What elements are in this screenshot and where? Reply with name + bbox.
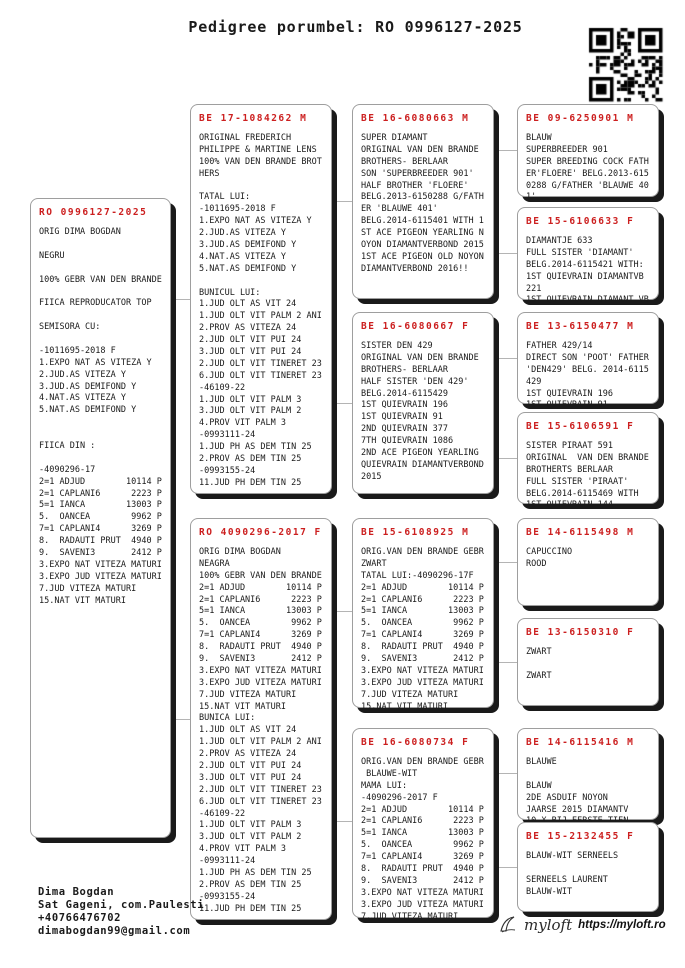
connector-line (332, 611, 352, 612)
text-line: HERS (199, 168, 220, 179)
text-line: -0993111-24 (199, 856, 256, 867)
pedigree-box-great-grandparent-5[interactable] (517, 518, 659, 606)
box-body (39, 227, 170, 608)
connector-line (332, 821, 352, 822)
text-line: 2.JUD OLT VIT PUI 24 (199, 335, 302, 346)
text-line: 1.JUD OLT AS VIT 24 (199, 299, 297, 310)
text-line: BLAUW (526, 780, 552, 791)
text-line (39, 429, 170, 441)
text-line: 1.JUD OLT AS VIT 24 (199, 725, 297, 736)
text-line: -4090296-2017 F (361, 792, 438, 803)
text-line: 3.EXPO JUD VITEZA MATURI (361, 677, 484, 688)
text-line: 6.JUD OLT VIT TINERET 23 (199, 370, 322, 381)
text-line: 4.PROV VIT PALM 3 (199, 418, 286, 429)
text-line (39, 286, 170, 298)
owner-address: Sat Gageni, com.Paulesti (38, 899, 205, 911)
text-line: 2ND QUIEVRAIN 377 (361, 424, 448, 435)
text-line: 3.EXPO NAT VITEZA MATURI (361, 665, 484, 676)
connector-line (494, 867, 517, 868)
text-line: ORIG DIMA BOGDAN (39, 227, 121, 237)
text-line (199, 276, 331, 288)
text-line: -1011695-2018 F (199, 204, 276, 215)
text-line: 3.EXPO NAT VITEZA MATURI (361, 887, 484, 898)
text-line: FIICA REPRODUCATOR TOP (39, 298, 152, 309)
text-line: BELG.2014-6115469 WITH (526, 488, 639, 499)
text-line: BROTHERTS BERLAAR (526, 464, 613, 475)
text-line: 15.NAT VIT MATURI (199, 701, 286, 712)
box-body (361, 757, 493, 923)
connector-line (494, 662, 517, 663)
text-line: 2.PROV AS DEM TIN 25 (199, 454, 302, 465)
qr-code (588, 27, 664, 103)
box-body (526, 133, 658, 204)
page-title: Pedigree porumbel: RO 0996127-2025 (188, 18, 523, 36)
text-line: 2.PROV AS VITEZA 24 (199, 749, 297, 760)
text-line: 3.EXPO JUD VITEZA MATURI (361, 899, 484, 910)
text-line: 0288 G/FATHER 'BLAUWE 40 (526, 180, 649, 191)
text-line: 2=1 ADJUD 10114 P (361, 804, 484, 815)
text-line: ORIG.VAN DEN BRANDE GEBR (361, 757, 484, 767)
text-line: 2ND ACE PIGEON YEARLING (361, 448, 479, 459)
box-body (199, 547, 331, 916)
text-line: 3.JUD.AS DEMIFOND Y (39, 381, 137, 392)
ring-number: BE 15-6108925 M (361, 527, 470, 538)
text-line: 2DE ASDUIF NOYON (526, 792, 608, 803)
text-line: 2=1 ADJUD 10114 P (199, 582, 322, 593)
text-line: 5. OANCEA 9962 P (39, 512, 162, 523)
pedigree-box-great-grandparent-7[interactable] (517, 728, 659, 820)
owner-contact (38, 886, 204, 938)
text-line: ST ACE PIGEON YEARLING N (361, 228, 484, 239)
pedigree-box-paternal-grandfather[interactable] (352, 104, 494, 299)
text-line: ZWART (361, 558, 387, 569)
text-line: 15.NAT VIT MATURI (361, 701, 448, 712)
text-line: 8. RADAUTI PRUT 4940 P (361, 864, 484, 875)
text-line: SISTER DEN 429 (361, 341, 433, 351)
text-line: 2=1 CAPLANI6 2223 P (361, 816, 484, 827)
text-line (39, 417, 170, 429)
ring-number: RO 0996127-2025 (39, 207, 148, 218)
ring-number: BE 15-6106633 F (526, 216, 635, 227)
pedigree-box-paternal-grandmother[interactable] (352, 312, 494, 494)
text-line: 5.NAT.AS DEMIFOND Y (39, 405, 137, 416)
text-line: 5.NAT.AS DEMIFOND Y (199, 263, 297, 274)
text-line: ORIGINAL VAN DEN BRANDE (361, 144, 479, 155)
text-line: 2=1 CAPLANI6 2223 P (39, 488, 162, 499)
text-line: CAPUCCINO (526, 547, 573, 557)
text-line: BLAUWE (526, 757, 557, 767)
text-line: 1.JUD OLT VIT PALM 2 ANI (199, 311, 322, 322)
text-line: FULL SISTER 'PIRAAT' (526, 476, 629, 487)
ring-number: BE 09-6250901 M (526, 113, 635, 124)
text-line: BUNICUL LUI: (199, 287, 261, 298)
connector-line (494, 253, 517, 254)
ring-number: BE 14-6115498 M (526, 527, 635, 538)
box-body (361, 547, 493, 713)
text-line: BELG.2014-6115401 WITH 1 (361, 216, 484, 227)
text-line: 7=1 CAPLANI4 3269 P (199, 630, 322, 641)
myloft-logo (498, 908, 668, 942)
text-line: 2.JUD OLT VIT TINERET 23 (199, 784, 322, 795)
text-line: MAMA LUI: (361, 780, 408, 791)
text-line: 1ST QUIEVRAIN 196 (526, 388, 613, 399)
box-body (361, 133, 493, 276)
text-line: HALF SISTER 'DEN 429' (361, 376, 469, 387)
text-line: 3.EXPO JUD VITEZA MATURI (39, 571, 162, 582)
connector-line (494, 562, 517, 563)
text-line: 1.EXPO NAT AS VITEZA Y (39, 357, 152, 368)
text-line: 4.NAT.AS VITEZA Y (199, 251, 286, 262)
text-line: 5. OANCEA 9962 P (199, 618, 322, 629)
text-line: ER'FLOERE' BELG.2013-615 (526, 168, 649, 179)
text-line: 100% GEBR VAN DEN BRANDE (199, 570, 322, 581)
text-line: 15.NAT VIT MATURI (39, 595, 126, 606)
text-line: 2.JUD.AS VITEZA Y (199, 228, 286, 239)
text-line: 5=1 IANCA 13003 P (361, 606, 484, 617)
text-line: 221 (526, 283, 542, 294)
text-line: 1ST QUIEVRAIN DIAMANT VB (526, 295, 649, 306)
text-line: 5. OANCEA 9962 P (361, 840, 484, 851)
text-line: -1011695-2018 F (39, 345, 116, 356)
text-line: 2.JUD OLT VIT PUI 24 (199, 761, 302, 772)
text-line: 7.JUD VITEZA MATURI (361, 911, 459, 922)
text-line: ER 'BLAUWE 401' (361, 204, 438, 215)
text-line: BROTHERS- BERLAAR (361, 156, 448, 167)
text-line: 11.JUD PH DEM TIN 25 (199, 903, 302, 914)
ring-number: BE 14-6115416 M (526, 737, 635, 748)
text-line: 3.JUD OLT VIT PALM 2 (199, 832, 302, 843)
text-line: BLAUW-WIT (526, 886, 573, 897)
pedigree-box-maternal-grandmother[interactable] (352, 728, 494, 922)
text-line: NEGRU (39, 250, 65, 261)
text-line: SEMISORA CU: (39, 322, 101, 333)
text-line: ORIGINAL VAN DEN BRANDE (526, 452, 649, 463)
text-line: 3.JUD OLT VIT PUI 24 (199, 347, 302, 358)
box-body (361, 341, 493, 484)
text-line: FULL SISTER 'DIAMANT' (526, 247, 634, 258)
text-line: DIAMANTJE 633 (526, 236, 593, 246)
pedigree-box-subject[interactable] (30, 198, 171, 838)
ring-number: BE 16-6080734 F (361, 737, 470, 748)
text-line: ROOD (526, 558, 547, 569)
text-line (39, 310, 170, 322)
text-line: TATAL LUI:-4090296-17F (361, 570, 474, 581)
box-body (526, 441, 658, 512)
text-line (39, 239, 170, 251)
ring-number: BE 15-6106591 F (526, 421, 635, 432)
website-link[interactable]: https://myloft.ro (578, 919, 666, 931)
box-body (526, 851, 658, 899)
connector-line (171, 719, 190, 720)
text-line: 1.JUD PH AS DEM TIN 25 (199, 442, 312, 453)
text-line (39, 263, 170, 275)
text-line: 8. RADAUTI PRUT 4940 P (361, 642, 484, 653)
text-line: 3.EXPO JUD VITEZA MATURI (199, 677, 322, 688)
text-line: -46109-22 (199, 382, 246, 393)
ring-number: BE 13-6150477 M (526, 321, 635, 332)
text-line: 2.JUD.AS VITEZA Y (39, 369, 126, 380)
text-line: 3.JUD OLT VIT PALM 2 (199, 406, 302, 417)
text-line: BROTHERS- BERLAAR (361, 364, 448, 375)
text-line: 7=1 CAPLANI4 3269 P (39, 524, 162, 535)
text-line: 7.JUD VITEZA MATURI (199, 689, 297, 700)
ring-number: BE 13-6150310 F (526, 627, 635, 638)
text-line: JAARSE 2015 DIAMANTV (526, 804, 629, 815)
text-line: ORIGINAL VAN DEN BRANDE (361, 352, 479, 363)
text-line: 11.JUD PH DEM TIN 25 (199, 477, 302, 488)
text-line: 2.JUD OLT VIT TINERET 23 (199, 358, 322, 369)
text-line: BLAUW (526, 133, 552, 143)
connector-line (332, 403, 352, 404)
text-line: 3.EXPO NAT VITEZA MATURI (199, 665, 322, 676)
text-line: 1ST ACE PIGEON OLD NOYON (361, 251, 484, 262)
text-line: -46109-22 (199, 808, 246, 819)
box-body (526, 547, 658, 571)
text-line: NEAGRA (199, 558, 230, 569)
text-line: SUPER DIAMANT (361, 133, 428, 143)
ring-number: BE 15-2132455 F (526, 831, 635, 842)
text-line: 4.PROV VIT PALM 3 (199, 844, 286, 855)
myloft-wordmark: myloft (524, 916, 573, 934)
ring-number: BE 17-1084262 M (199, 113, 308, 124)
text-line: 429 (526, 376, 542, 387)
ring-number: BE 16-6080663 M (361, 113, 470, 124)
text-line: 1.JUD OLT VIT PALM 2 ANI (199, 737, 322, 748)
text-line: ORIG DIMA BOGDAN (199, 547, 281, 557)
text-line: TATAL LUI: (199, 192, 251, 203)
text-line: 5. OANCEA 9962 P (361, 618, 484, 629)
text-line: 1ST QUIEVRAIN 144 (526, 500, 613, 511)
text-line: BELG.2014-6115429 (361, 388, 448, 399)
text-line: 1.EXPO NAT AS VITEZA Y (199, 216, 312, 227)
myloft-wing-icon (498, 915, 518, 935)
text-line: 9. SAVENI3 2412 P (39, 548, 162, 559)
pedigree-box-great-grandparent-4[interactable] (517, 412, 659, 511)
text-line: 6.JUD OLT VIT TINERET 23 (199, 796, 322, 807)
text-line: 100% GEBR VAN DEN BRANDE (39, 274, 162, 285)
text-line: 2=1 ADJUD 10114 P (361, 582, 484, 593)
text-line: SUPERBREEDER 901 (526, 144, 608, 155)
text-line: QUIEVRAIN DIAMANTVERBOND (361, 459, 484, 470)
text-line (39, 453, 170, 465)
box-body (526, 341, 658, 412)
text-line: 7.JUD VITEZA MATURI (361, 689, 459, 700)
text-line: 'DEN429' BELG. 2014-6115 (526, 364, 649, 375)
pedigree-box-mother[interactable] (190, 518, 332, 920)
text-line: FIICA DIN : (39, 441, 96, 452)
text-line: 4.NAT.AS VITEZA Y (39, 393, 126, 404)
text-line: 100% VAN DEN BRANDE BROT (199, 156, 322, 167)
connector-line (494, 358, 517, 359)
text-line: 9. SAVENI3 2412 P (199, 654, 322, 665)
connector-line (494, 150, 517, 151)
text-line: SON 'SUPERBREEDER 901' (361, 168, 474, 179)
box-body (526, 236, 658, 307)
text-line: 3.JUD OLT VIT PUI 24 (199, 772, 302, 783)
text-line: 2015 (361, 471, 382, 482)
text-line: SISTER PIRAAT 591 (526, 441, 613, 451)
text-line: BELG.2014-6115421 WITH: (526, 259, 644, 270)
text-line (199, 181, 331, 193)
text-line: 1.JUD PH AS DEM TIN 25 (199, 868, 312, 879)
pedigree-box-father[interactable] (190, 104, 332, 494)
text-line: BLAUWE-WIT (361, 768, 418, 779)
text-line: ORIG.VAN DEN BRANDE GEBR (361, 547, 484, 557)
text-line: 7TH QUIEVRAIN 1086 (361, 436, 454, 447)
connector-line (494, 773, 517, 774)
text-line (526, 659, 658, 671)
text-line: 7=1 CAPLANI4 3269 P (361, 630, 484, 641)
box-body (199, 133, 331, 490)
text-line: 1ST QUIEVRAIN 91 (526, 400, 608, 411)
text-line: HALF BROTHER 'FLOERE' (361, 180, 469, 191)
text-line (526, 863, 658, 875)
text-line: -0993155-24 (199, 465, 256, 476)
text-line: 9. SAVENI3 2412 P (361, 875, 484, 886)
pedigree-box-great-grandparent-3[interactable] (517, 312, 659, 411)
text-line: 7=1 CAPLANI4 3269 P (361, 852, 484, 863)
text-line: 5=1 IANCA 13003 P (361, 828, 484, 839)
text-line: SUPER BREEDING COCK FATH (526, 156, 649, 167)
text-line: 1' (526, 192, 537, 203)
text-line: ZWART (526, 647, 552, 657)
connector-line (332, 201, 352, 202)
text-line: 5=1 IANCA 13003 P (39, 500, 162, 511)
owner-phone: +40766476702 (38, 912, 122, 924)
text-line: 9. SAVENI3 2412 P (361, 654, 484, 665)
text-line: ZWART (526, 670, 552, 681)
text-line: 8. RADAUTI PRUT 4940 P (39, 536, 162, 547)
pedigree-box-great-grandparent-6[interactable] (517, 618, 659, 706)
owner-name: Dima Bogdan (38, 886, 115, 898)
pedigree-box-great-grandparent-8[interactable] (517, 822, 659, 912)
text-line: DIRECT SON 'POOT' FATHER (526, 352, 649, 363)
text-line: 2.PROV AS DEM TIN 25 (199, 879, 302, 890)
text-line: 3.JUD.AS DEMIFOND Y (199, 240, 297, 251)
text-line: ORIGINAL FREDERICH (199, 133, 292, 143)
pedigree-box-great-grandparent-2[interactable] (517, 207, 659, 306)
text-line (39, 334, 170, 346)
text-line: 1ST QUIEVRAIN DIAMANTVB (526, 271, 644, 282)
text-line: OYON DIAMANTVERBOND 2015 (361, 240, 484, 251)
box-body (526, 757, 658, 828)
text-line: -4090296-17 (39, 464, 96, 475)
text-line: 2.PROV AS VITEZA 24 (199, 323, 297, 334)
ring-number: RO 4090296-2017 F (199, 527, 322, 538)
text-line: DIAMANTVERBOND 2016!! (361, 263, 469, 274)
text-line: PHILIPPE & MARTINE LENS (199, 144, 317, 155)
text-line: BUNICA LUI: (199, 713, 256, 724)
text-line: 7.JUD VITEZA MATURI (39, 583, 137, 594)
owner-email[interactable]: dimabogdan99@gmail.com (38, 925, 191, 937)
text-line: FATHER 429/14 (526, 341, 593, 351)
connector-line (171, 299, 190, 300)
text-line: 8. RADAUTI PRUT 4940 P (199, 642, 322, 653)
text-line: BELG.2013-6150288 G/FATH (361, 192, 484, 203)
text-line: 5=1 IANCA 13003 P (199, 606, 322, 617)
text-line: -0993155-24 (199, 891, 256, 902)
text-line: 1ST QUIEVRAIN 196 (361, 400, 448, 411)
pedigree-box-maternal-grandfather[interactable] (352, 518, 494, 712)
text-line: 1ST QUIEVRAIN 91 (361, 412, 443, 423)
text-line: 2=1 ADJUD 10114 P (39, 476, 162, 487)
text-line: 2=1 CAPLANI6 2223 P (199, 594, 322, 605)
pedigree-box-great-grandparent-1[interactable] (517, 104, 659, 203)
text-line: -0993111-24 (199, 430, 256, 441)
ring-number: BE 16-6080667 F (361, 321, 470, 332)
box-body (526, 647, 658, 683)
text-line: 2=1 CAPLANI6 2223 P (361, 594, 484, 605)
text-line (526, 769, 658, 781)
text-line: 1.JUD OLT VIT PALM 3 (199, 820, 302, 831)
connector-line (494, 458, 517, 459)
text-line: 1.JUD OLT VIT PALM 3 (199, 394, 302, 405)
text-line: BLAUW-WIT SERNEELS (526, 851, 619, 861)
text-line: 3.EXPO NAT VITEZA MATURI (39, 559, 162, 570)
text-line: SERNEELS LAURENT (526, 874, 608, 885)
